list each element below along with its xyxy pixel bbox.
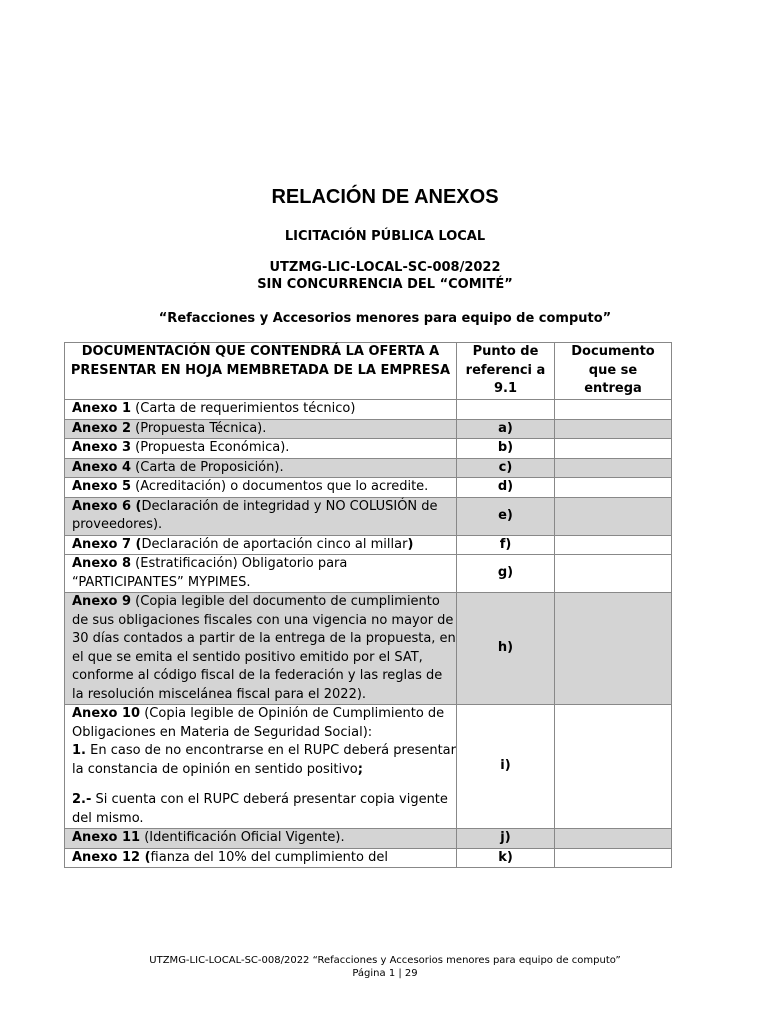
reference-cell: h)	[457, 593, 555, 705]
annex-description	[65, 458, 457, 478]
annex-text: Declaración de integridad y NO COLUSIÓN de proveedores).	[72, 498, 438, 532]
annex-description	[65, 400, 457, 420]
item-number: 1.	[72, 743, 86, 758]
document-subtitle: LICITACIÓN PÚBLICA LOCAL	[284, 229, 486, 244]
table-row	[65, 497, 672, 535]
annex-label: Anexo 6 (	[72, 498, 142, 514]
annex-label: Anexo 3	[72, 440, 132, 455]
delivered-cell	[555, 419, 672, 439]
annex-label: Anexo 9	[72, 594, 132, 609]
footer-line: UTZMG-LIC-LOCAL-SC-008/2022 “Refacciones y Accesorios menores para equipo de computo”	[149, 955, 621, 966]
annex-label: Anexo 10	[72, 706, 141, 721]
annex-text: (Estratificación) Obligatorio para “PARTICIPANTES” MYPIMES.	[72, 556, 348, 590]
annex-description	[65, 419, 457, 439]
annex-description	[65, 848, 457, 868]
committee-note: SIN CONCURRENCIA DEL “COMITÉ”	[257, 277, 513, 292]
annex-item-2	[72, 791, 456, 828]
reference-cell: c)	[457, 458, 555, 478]
table-row	[65, 458, 672, 478]
table-row	[65, 555, 672, 593]
reference-cell: k)	[457, 848, 555, 868]
table-row	[65, 535, 672, 555]
reference-cell: b)	[457, 439, 555, 459]
delivered-cell	[555, 535, 672, 555]
header-delivered: Documento que se entrega	[555, 343, 672, 400]
annex-text: (Carta de requerimientos técnico)	[131, 401, 356, 416]
table-header-row	[65, 343, 672, 400]
annex-text: (Copia legible del documento de cumplimiento de sus obligaciones fiscales con una vigencia no mayor de 30 días contados a partir de la entrega de la propuesta, en el que se emita el sentido positivo emitido por el SAT, conforme al código fiscal de la federación y las reglas de la resolución miscelánea fiscal para el 2022).	[72, 594, 456, 702]
annex-text: Declaración de aportación cinco al millar	[141, 536, 408, 552]
reference-cell	[457, 400, 555, 420]
annex-text: fianza del 10% del cumplimiento del	[150, 849, 388, 865]
annex-text: (Propuesta Económica).	[131, 440, 290, 455]
annex-text: (Propuesta Técnica).	[131, 420, 267, 436]
item-end: ;	[357, 761, 363, 777]
annex-description	[65, 705, 457, 829]
annex-text: (Identificación Oficial Vigente).	[140, 830, 345, 845]
annex-table	[64, 342, 672, 868]
annex-text: (Copia legible de Opinión de Cumplimiento de Obligaciones en Materia de Seguridad Social):	[72, 706, 445, 740]
reference-cell: i)	[457, 705, 555, 829]
annex-description	[65, 439, 457, 459]
annex-label: Anexo 5	[72, 479, 132, 494]
project-name: “Refacciones y Accesorios menores para equipo de computo”	[158, 311, 612, 326]
table-row	[65, 439, 672, 459]
spacer	[72, 779, 456, 791]
header-documentation: DOCUMENTACIÓN QUE CONTENDRÁ LA OFERTA A PRESENTAR EN HOJA MEMBRETADA DE LA EMPRESA	[65, 343, 457, 400]
annex-intro	[72, 705, 456, 742]
annex-description	[65, 535, 457, 555]
delivered-cell	[555, 439, 672, 459]
annex-description	[65, 829, 457, 849]
delivered-cell	[555, 593, 672, 705]
annex-text: (Carta de Proposición).	[131, 459, 284, 475]
annex-label: Anexo 7 (	[72, 536, 142, 552]
annex-description	[65, 593, 457, 705]
annex-label: Anexo 4	[72, 459, 132, 475]
annex-table-wrapper	[64, 342, 671, 868]
annex-item-1	[72, 742, 456, 779]
item-text: Si cuenta con el RUPC deberá presentar copia vigente del mismo.	[72, 792, 448, 826]
tender-code: UTZMG-LIC-LOCAL-SC-008/2022	[269, 260, 501, 275]
table-row	[65, 848, 672, 868]
annex-description	[65, 555, 457, 593]
reference-cell: a)	[457, 419, 555, 439]
annex-label: Anexo 8	[72, 556, 132, 571]
delivered-cell	[555, 829, 672, 849]
table-row	[65, 478, 672, 498]
table-row	[65, 829, 672, 849]
reference-cell: e)	[457, 497, 555, 535]
delivered-cell	[555, 555, 672, 593]
table-row	[65, 593, 672, 705]
reference-cell: d)	[457, 478, 555, 498]
page-number: Página 1 | 29	[352, 968, 418, 979]
annex-label: Anexo 1	[72, 401, 132, 416]
annex-description	[65, 478, 457, 498]
annex-description	[65, 497, 457, 535]
reference-cell: j)	[457, 829, 555, 849]
header-reference: Punto de referenci a 9.1	[457, 343, 555, 400]
reference-cell: g)	[457, 555, 555, 593]
table-row	[65, 705, 672, 829]
annex-label: Anexo 2	[72, 420, 132, 436]
annex-label: Anexo 11	[72, 830, 141, 845]
annex-label: Anexo 12 (	[72, 849, 151, 865]
delivered-cell	[555, 478, 672, 498]
annex-close-paren: )	[407, 536, 414, 552]
table-row	[65, 419, 672, 439]
delivered-cell	[555, 705, 672, 829]
table-row	[65, 400, 672, 420]
delivered-cell	[555, 497, 672, 535]
delivered-cell	[555, 848, 672, 868]
item-number: 2.-	[72, 792, 92, 807]
item-text: En caso de no encontrarse en el RUPC deberá presentar la constancia de opinión en sentido positivo	[72, 743, 456, 777]
annex-text: (Acreditación) o documentos que lo acredite.	[131, 479, 429, 494]
delivered-cell	[555, 400, 672, 420]
reference-cell: f)	[457, 535, 555, 555]
document-title: RELACIÓN DE ANEXOS	[271, 186, 499, 208]
delivered-cell	[555, 458, 672, 478]
